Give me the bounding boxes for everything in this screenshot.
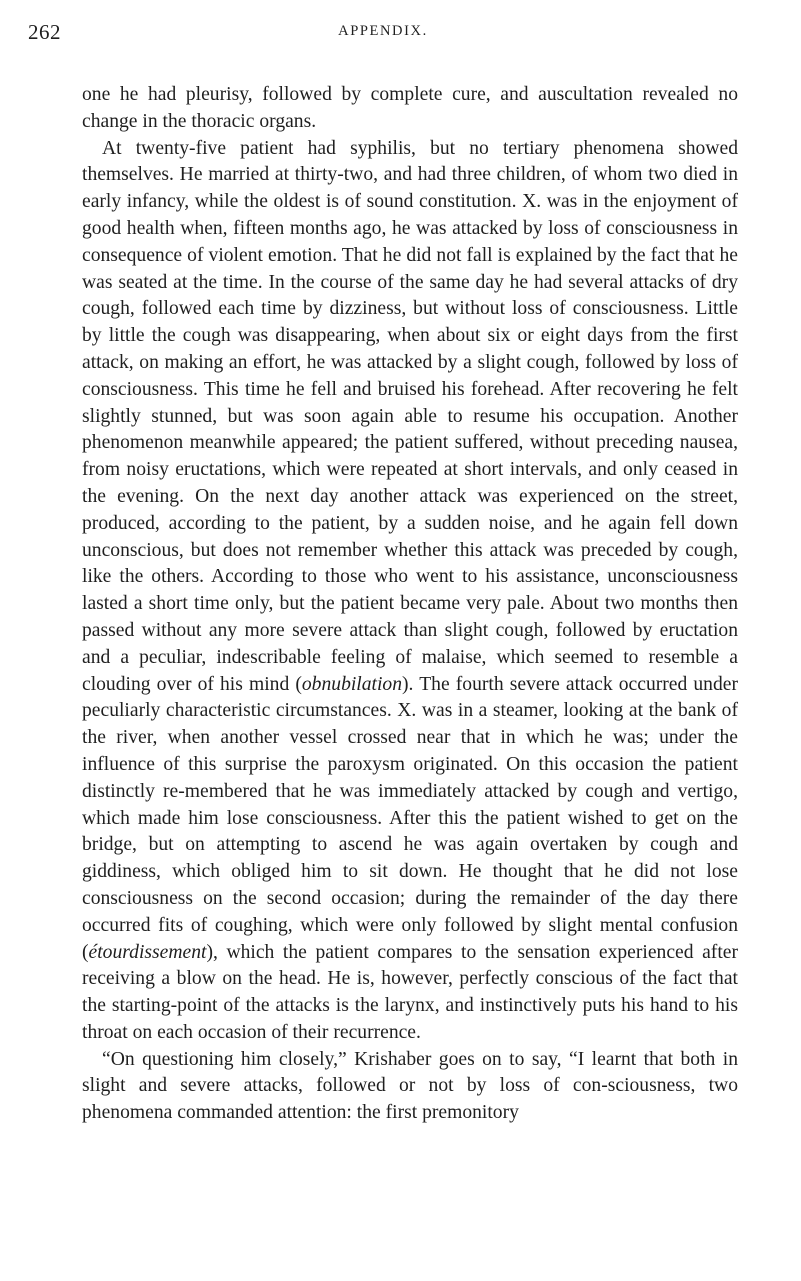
text-segment: one he had pleurisy, followed by complete cure, and auscultation revealed no change in the thoracic organs. xyxy=(82,84,738,132)
italic-term: étourdissement xyxy=(88,941,207,963)
paragraph-quotation xyxy=(82,1047,738,1127)
text-segment: ). The fourth severe attack occurred under peculiarly characteristic circumstances. X. was in a steamer, looking at the bank of the river, when another vessel crossed near that in which he was; under the influence of this surprise the paroxysm originated. On this occasion the patient distinctly re-membered that he was immediately attacked by cough and vertigo, which made him lose consciousness. After this the patient wished to get on the bridge, but on attempting to ascend he was again overtaken by cough and giddiness, which obliged him to sit down. He thought that he did not lose consciousness on the second occasion; during the remainder of the day there occurred fits of coughing, which were only followed by slight mental confusion ( xyxy=(82,673,738,963)
page-header xyxy=(28,20,738,46)
text-segment: “On questioning him closely,” Krishaber goes on to say, “I learnt that both in slight and severe attacks, followed or not by loss of con-sciousness, two phenomena commanded attention: the first premonitory xyxy=(82,1048,738,1124)
page-number: 262 xyxy=(28,20,61,44)
paragraph-continuation xyxy=(82,82,738,136)
running-head: APPENDIX. xyxy=(338,23,428,39)
italic-term: obnubilation xyxy=(301,673,403,695)
paragraph-case-history xyxy=(82,136,738,1047)
text-segment: At twenty-five patient had syphilis, but no tertiary phenomena showed themselves. He married at thirty-two, and had three children, of whom two died in early infancy, while the oldest is of sound constitution. X. was in the enjoyment of good health when, fifteen months ago, he was attacked by loss of consciousness in consequence of violent emotion. That he did not fall is explained by the fact that he was seated at the time. In the course of the same day he had several attacks of dry cough, followed each time by dizziness, but without loss of consciousness. Little by little the cough was disappearing, when about six or eight days from the first attack, on making an effort, he was attacked by a slight cough, followed by loss of consciousness. This time he fell and bruised his forehead. After recovering he felt slightly stunned, but was soon again able to resume his occupation. Another phenomenon meanwhile appeared; the patient suffered, without preceding nausea, from noisy eructations, which were repeated at short intervals, and only ceased in the evening. On the next day another attack was experienced on the street, produced, according to the patient, by a sudden noise, and he again fell down unconscious, but does not remember whether this attack was preceded by cough, like the others. According to those who went to his assistance, unconsciousness lasted a short time only, but the patient became very pale. About two months then passed without any more severe attack than slight cough, followed by eructation and a peculiar, indescribable feeling of malaise, which seemed to resemble a clouding over of his mind ( xyxy=(82,137,738,695)
text-segment: ), which the patient compares to the sensation experienced after receiving a blow on the head. He is, however, perfectly conscious of the fact that the starting-point of the attacks is the larynx, and instinctively puts his hand to his throat on each occasion of their recurrence. xyxy=(82,941,738,1043)
body-text xyxy=(82,82,738,1127)
